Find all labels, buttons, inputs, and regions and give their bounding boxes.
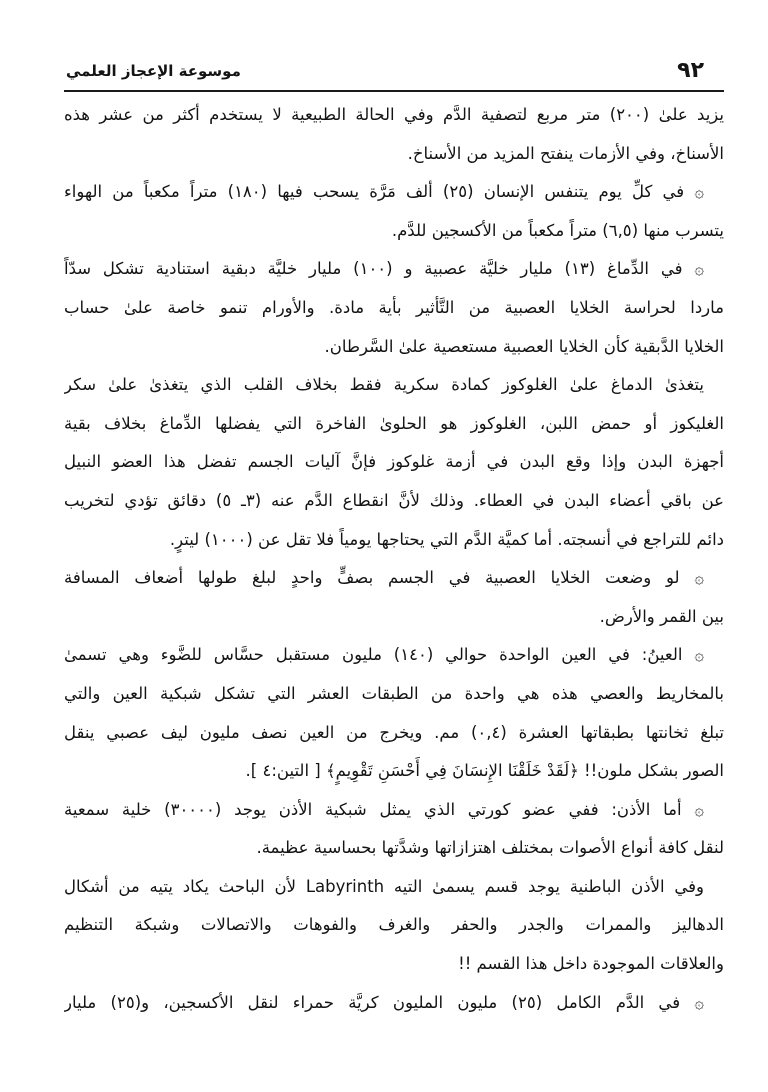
text-line: يزيد علىٰ (٢٠٠) متر مربع لتصفية الدَّم وفي الحالة الطبيعية لا يستخدم أكثر من عشر هذه [64, 105, 724, 124]
text-line: ۞ في الدِّماغ (١٣) مليار خليَّة عصبية و (١٠٠) مليار خليَّة دبقية استنادية تشكل سدّاً [64, 259, 704, 279]
book-title: موسوعة الإعجاز العلمي [66, 62, 241, 80]
text-line: يتغذىٰ الدماغ علىٰ الغلوكوز كمادة سكرية فقط بخلاف القلب الذي يتغذىٰ علىٰ سكر [64, 375, 704, 395]
text-line: الأسناخ، وفي الأزمات ينفتح المزيد من الأسناخ. [407, 143, 724, 163]
page-header [64, 58, 724, 92]
text-line: بين القمر والأرض. [599, 606, 724, 626]
text-line: وفي الأذن الباطنية يوجد قسم يسمىٰ التيه Labyrinth لأن الباحث يكاد يتيه من أشكال [64, 876, 704, 896]
text-line: عن باقي أعضاء البدن في العطاء. وذلك لأنَّ انقطاع الدَّم عنه (٣ـ ٥) دقائق تؤدي لتخريب [64, 490, 724, 510]
text-line: الخلايا الدَّبقية كأن الخلايا العصبية مستعصية علىٰ السَّرطان. [324, 336, 724, 356]
text-line: ۞ في كلِّ يوم يتنفس الإنسان (٢٥) ألف مَرَّة يسحب فيها (١٨٠) متراً مكعباً من الهواء [64, 182, 704, 202]
text-line: ماردا لحراسة الخلايا العصبية من التَّأثير بأية مادة. والأورام تنمو خاصة علىٰ حساب [64, 297, 724, 317]
page-number: ٩٢ [677, 58, 704, 83]
body-text [64, 96, 724, 1022]
text-line: ۞ أما الأذن: ففي عضو كورتي الذي يمثل شبكية الأذن يوجد (٣٠٠٠٠) خلية سمعية [64, 799, 704, 819]
text-line: ۞ العينُ: في العين الواحدة حوالي (١٤٠) مليون مستقبل حسَّاس للضَّوء وهي تسمىٰ [64, 645, 704, 665]
text-line: لنقل كافة أنواع الأصوات بمختلف اهتزازاتها وشدَّتها بحساسية عظيمة. [256, 838, 724, 858]
text-line: والعلاقات الموجودة داخل هذا القسم !! [458, 954, 724, 974]
text-line: يتسرب منها (٦,٥) متراً مكعباً من الأكسجين للدَّم. [391, 220, 724, 240]
text-line: بالمخاريط والعصي هذه هي واحدة من الطبقات العشر التي تشكل شبكية العين والتي [64, 683, 724, 703]
text-line: تبلغ ثخانتها بطبقاتها العشرة (٠,٤) مم. ويخرج من العين نصف مليون ليف عصبي ينقل [64, 722, 724, 742]
text-line: ۞ في الدَّم الكامل (٢٥) مليون المليون كريَّة حمراء لنقل الأكسجين، و(٢٥) مليار [64, 992, 704, 1012]
text-line: أجهزة البدن وإذا وقع البدن في أزمة غلوكوز فإنَّ آليات الجسم تفضل هذا العضو النبيل [64, 452, 724, 472]
quran-verse-line: الصور بشكل ملون!! ﴿لَقَدْ خَلَقْنَا الإِنسَانَ فِي أَحْسَنِ تَقْوِيمٍ﴾ [ التين:٤ ]. [245, 761, 724, 781]
text-line: الدهاليز والممرات والجدر والحفر والغرف والفوهات والاتصالات وشبكة التنظيم [64, 915, 724, 935]
text-line: ۞ لو وضعت الخلايا العصبية في الجسم بصفٍّ واحدٍ لبلغ طولها أضعاف المسافة [64, 568, 704, 588]
text-line: الغليكوز أو حمض اللبن، الغلوكوز هو الحلوىٰ الفاخرة التي يفضلها الدِّماغ بخلاف بقية [64, 413, 724, 433]
text-line: دائم للتراجع في أنسجته. أما كميَّة الدَّم التي يحتاجها يومياً فلا تقل عن (١٠٠٠) ليترٍ. [169, 529, 724, 549]
